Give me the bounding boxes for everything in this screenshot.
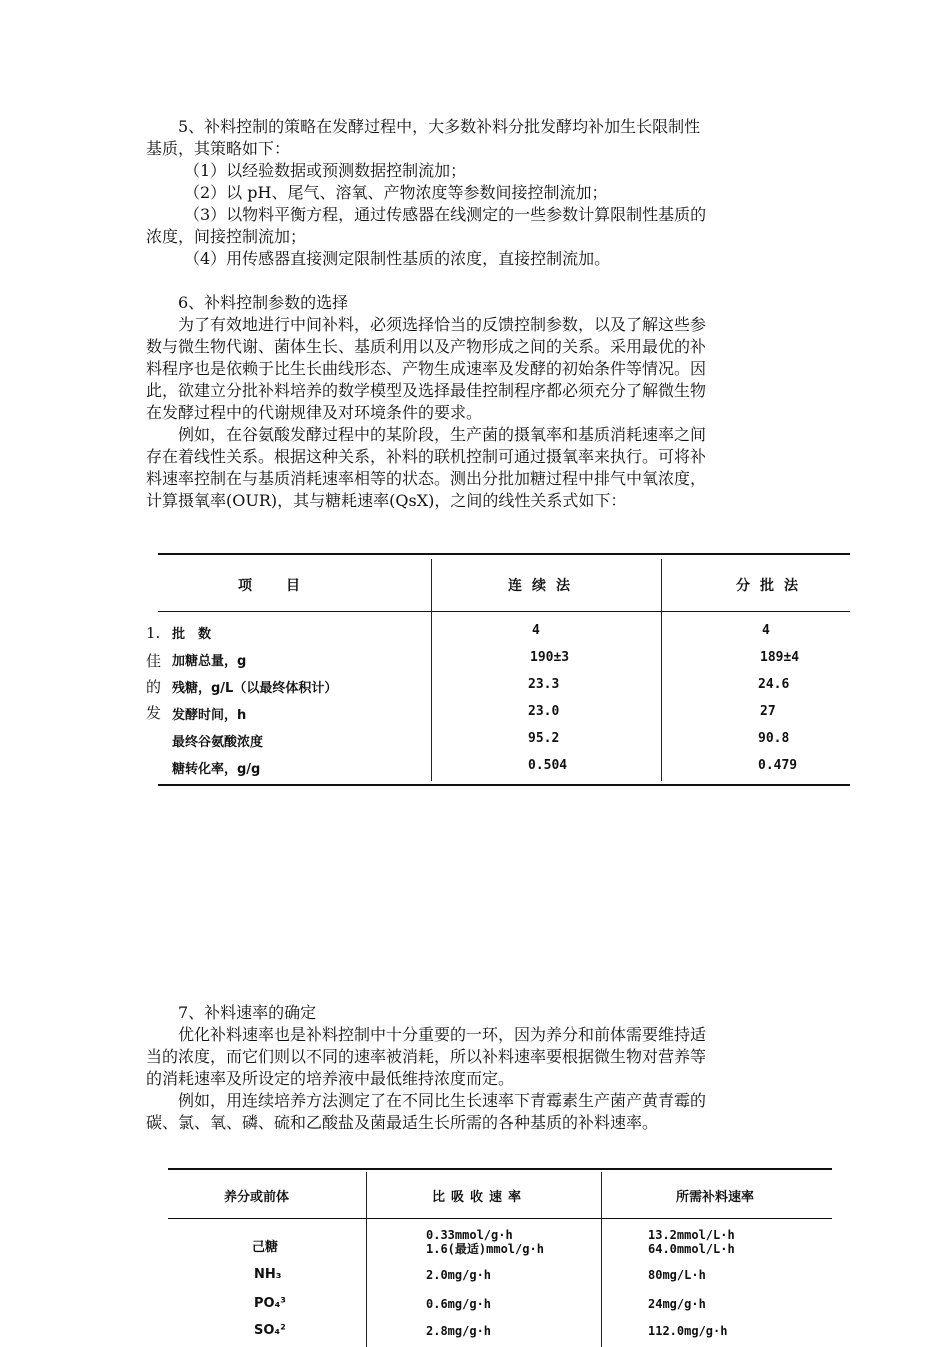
- section-6-p1-line-3: 料程序也是依赖于比生长曲线形态、产物生成速率及发酵的初始条件等情况。因: [146, 359, 707, 378]
- table-top-rule: [168, 1168, 832, 1170]
- table-row-name: 己糖: [252, 1240, 279, 1255]
- table-row-item: 糖转化率，g/g: [172, 762, 261, 777]
- strategy-item-3: （3）以物料平衡方程，通过传感器在线测定的一些参数计算限制性基质的: [184, 205, 707, 224]
- section-6-p2-line-4: 计算摄氧率(OUR)，其与糖耗速率(QsX)，之间的线性关系式如下：: [146, 491, 627, 510]
- section-6-p1-line-4: 此，欲建立分批补料培养的数学模型及选择最佳控制程序都必须充分了解微生物: [146, 381, 707, 400]
- table-row-item: 加糖总量，g: [172, 654, 247, 669]
- table-cell-feed: 13.2mmol/L·h: [648, 1228, 735, 1242]
- margin-char: 佳: [146, 652, 162, 670]
- table-cell-batch: 24.6: [758, 677, 790, 692]
- table-row-name: NH₃: [254, 1267, 282, 1282]
- table-row-item: 残糖，g/L（以最终体积计）: [172, 681, 338, 696]
- column-divider: [661, 559, 662, 781]
- column-divider: [601, 1172, 602, 1347]
- strategy-item-4: （4）用传感器直接测定限制性基质的浓度，直接控制流加。: [184, 249, 611, 268]
- section-6-p2-line-2: 存在着线性关系。根据这种关系，补料的联机控制可通过摄氧率来执行。可将补: [146, 447, 707, 466]
- table-cell-batch: 4: [762, 623, 770, 638]
- table-cell-continuous: 23.3: [528, 677, 560, 692]
- section-6-p1-line-1: 为了有效地进行中间补料，必须选择恰当的反馈控制参数，以及了解这些参: [178, 315, 707, 334]
- table-cell-batch: 27: [760, 704, 776, 719]
- table-row-item: 最终谷氨酸浓度: [172, 735, 264, 750]
- section-7-heading: 7、补料速率的确定: [178, 1003, 317, 1022]
- table-bottom-rule: [158, 784, 850, 786]
- table-row-name: PO₄³: [254, 1296, 286, 1311]
- table-cell-feed: 64.0mmol/L·h: [648, 1242, 735, 1256]
- table-cell-rate: 2.8mg/g·h: [426, 1324, 492, 1338]
- table-cell-feed: 80mg/L·h: [648, 1268, 706, 1282]
- section-6-p2-line-3: 料速率控制在与基质消耗速率相等的状态。测出分批加糖过程中排气中氧浓度，: [146, 469, 707, 488]
- header-item: 项 目: [238, 578, 310, 594]
- table-header-rule: [158, 611, 850, 612]
- table-cell-batch: 189±4: [760, 650, 800, 665]
- table-row-name: SO₄²: [254, 1323, 286, 1338]
- table-row-item: 发酵时间，h: [172, 708, 247, 723]
- header-continuous: 连续法: [508, 578, 580, 594]
- fermentation-comparison-table: [158, 553, 850, 786]
- section-5-line-2: 基质，其策略如下：: [146, 139, 291, 158]
- table-cell-rate: 0.33mmol/g·h: [426, 1228, 513, 1242]
- column-divider: [366, 1172, 367, 1347]
- header-uptake-rate: 比吸收速率: [432, 1190, 528, 1205]
- margin-char: 1.: [146, 624, 161, 642]
- table-cell-batch: 90.8: [758, 731, 790, 746]
- strategy-item-1: （1）以经验数据或预测数据控制流加；: [184, 161, 467, 180]
- section-6-p1-line-2: 数与微生物代谢、菌体生长、基质利用以及产物形成之间的关系。采用最优的补: [146, 337, 707, 356]
- table-row-item: 批 数: [172, 627, 212, 642]
- section-7: [146, 1002, 810, 1134]
- header-nutrient: 养分或前体: [224, 1190, 290, 1205]
- margin-char: 的: [146, 678, 162, 696]
- section-7-p2-line-2: 碳、氯、氧、磷、硫和乙酸盐及菌最适生长所需的各种基质的补料速率。: [146, 1113, 659, 1132]
- section-6: [146, 292, 810, 512]
- table-cell-continuous: 0.504: [528, 758, 568, 773]
- table-cell-continuous: 190±3: [530, 650, 570, 665]
- section-7-p1-line-3: 的消耗速率及所设定的培养液中最低维持浓度而定。: [146, 1069, 515, 1088]
- section-6-heading: 6、补料控制参数的选择: [178, 293, 349, 312]
- header-feed-rate: 所需补料速率: [676, 1190, 755, 1205]
- table-cell-feed: 24mg/g·h: [648, 1297, 706, 1311]
- section-5: [146, 116, 810, 270]
- table-cell-batch: 0.479: [758, 758, 798, 773]
- table-cell-rate: 2.0mg/g·h: [426, 1268, 492, 1282]
- table-cell-rate: 0.6mg/g·h: [426, 1297, 492, 1311]
- table-header-rule: [168, 1218, 832, 1219]
- section-7-p2-line-1: 例如，用连续培养方法测定了在不同比生长速率下青霉素生产菌产黄青霉的: [178, 1091, 707, 1110]
- section-7-p1-line-1: 优化补料速率也是补料控制中十分重要的一环，因为养分和前体需要维持适: [178, 1025, 707, 1044]
- table-cell-continuous: 4: [532, 623, 540, 638]
- column-divider: [431, 559, 432, 781]
- margin-char: 发: [146, 704, 162, 722]
- table-cell-rate: 1.6(最适)mmol/g·h: [426, 1242, 544, 1256]
- section-7-p1-line-2: 当的浓度，而它们则以不同的速率被消耗，所以补料速率要根据微生物对营养等: [146, 1047, 707, 1066]
- table-top-rule: [158, 553, 850, 555]
- section-6-p1-line-5: 在发酵过程中的代谢规律及对环境条件的要求。: [146, 403, 483, 422]
- feed-rate-table: [168, 1168, 832, 1347]
- strategy-item-2: （2）以 pH、尾气、溶氧、产物浓度等参数间接控制流加；: [184, 183, 608, 202]
- section-5-line-1: 5、补料控制的策略在发酵过程中，大多数补料分批发酵均补加生长限制性: [178, 117, 701, 136]
- section-6-p2-line-1: 例如，在谷氨酸发酵过程中的某阶段，生产菌的摄氧率和基质消耗速率之间: [178, 425, 707, 444]
- table-cell-continuous: 23.0: [528, 704, 560, 719]
- strategy-item-3-cont: 浓度，间接控制流加；: [146, 227, 307, 246]
- table-cell-continuous: 95.2: [528, 731, 560, 746]
- table-cell-feed: 112.0mg/g·h: [648, 1324, 728, 1338]
- header-batch: 分批法: [736, 578, 808, 594]
